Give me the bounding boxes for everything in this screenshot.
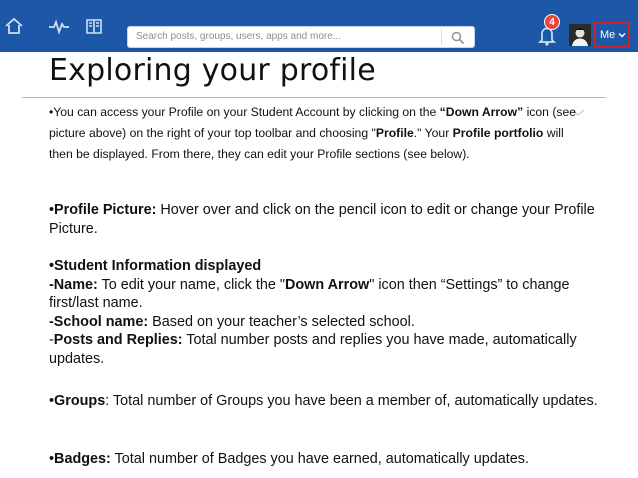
intro-bold-profile: Profile xyxy=(375,126,414,140)
name-bold-down-arrow: Down Arrow xyxy=(285,276,370,293)
search-icon[interactable] xyxy=(451,31,465,45)
badges-paragraph xyxy=(49,450,609,469)
badges-label: Badges: xyxy=(54,451,111,467)
me-label: Me xyxy=(600,29,616,41)
slide-title: Exploring your profile xyxy=(49,53,376,88)
me-dropdown-button[interactable] xyxy=(594,22,630,48)
profile-picture-text: Hover over and click on the pencil icon to edit or change your Profile Picture. xyxy=(49,202,595,237)
name-text-2: " icon then “Settings” to change first/last name. xyxy=(49,276,570,311)
name-label: -Name: xyxy=(49,276,98,293)
backpack-icon[interactable] xyxy=(82,14,106,38)
search-input[interactable] xyxy=(127,26,475,48)
avatar[interactable] xyxy=(569,24,591,46)
title-divider xyxy=(22,97,606,98)
intro-bold-profile-portfolio: Profile portfolio xyxy=(452,126,544,140)
bullet: • xyxy=(49,451,55,467)
badges-text: Total number of Badges you have earned, automatically updates. xyxy=(110,451,529,467)
profile-picture-label: Profile Picture: xyxy=(54,202,157,218)
notification-count-badge: 4 xyxy=(544,14,560,30)
intro-text-1: •You can access your Profile on your Student Account by clicking on the xyxy=(49,105,440,119)
intro-text-2: icon (see picture above) on the right of your top toolbar and choosing " xyxy=(49,105,577,140)
posts-label: Posts and Replies: xyxy=(53,332,183,348)
school-item xyxy=(49,313,609,332)
avatar-photo-icon xyxy=(569,24,591,46)
home-icon[interactable] xyxy=(2,14,26,38)
top-toolbar xyxy=(0,0,638,52)
posts-item xyxy=(49,331,609,368)
chevron-down-icon xyxy=(617,30,627,40)
posts-text: Total number posts and replies you have made, automatically updates. xyxy=(49,332,577,367)
intro-text-3: ." Your xyxy=(413,126,453,140)
groups-label: Groups xyxy=(54,393,106,409)
posts-prefix: - xyxy=(49,332,54,348)
bullet: • xyxy=(49,202,55,218)
activity-icon[interactable] xyxy=(47,14,71,38)
student-info-heading-text: •Student Information displayed xyxy=(49,258,262,274)
intro-text-4: will then be displayed. From there, they can edit your Profile sections (see below). xyxy=(49,126,564,161)
student-info-heading xyxy=(49,257,609,276)
student-information-section xyxy=(49,257,609,368)
name-text-1: To edit your name, click the " xyxy=(97,276,285,293)
groups-paragraph xyxy=(49,392,609,411)
bullet: • xyxy=(49,393,55,409)
intro-paragraph xyxy=(49,102,579,165)
profile-picture-paragraph xyxy=(49,201,609,238)
school-text: Based on your teacher’s selected school. xyxy=(148,313,415,330)
search-divider xyxy=(441,29,442,45)
name-item xyxy=(49,276,609,313)
search-placeholder: Search posts, groups, users, apps and more... xyxy=(136,31,342,42)
intro-bold-down-arrow: “Down Arrow” xyxy=(439,105,524,119)
groups-text: : Total number of Groups you have been a member of, automatically updates. xyxy=(105,393,598,409)
school-label: -School name: xyxy=(49,313,149,330)
